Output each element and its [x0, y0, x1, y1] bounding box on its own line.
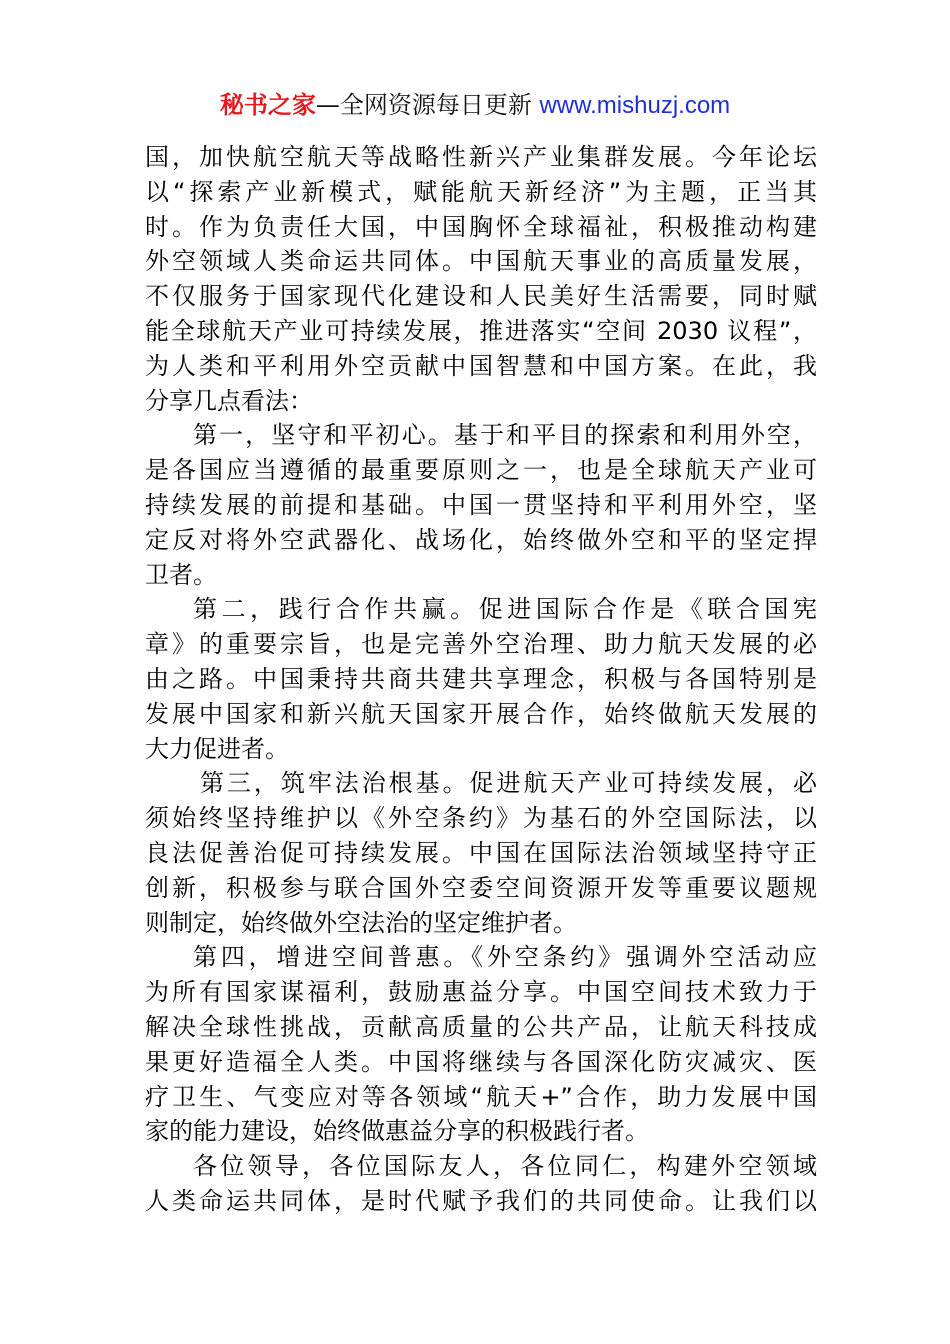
text-line: 创新，积极参与联合国外空委空间资源开发等重要议题规 [145, 873, 817, 902]
text-line: 为人类和平利用外空贡献中国智慧和中国方案。在此，我 [145, 351, 817, 380]
text-line: 国，加快航空航天等战略性新兴产业集群发展。今年论坛 [145, 143, 817, 171]
text-line: 第二，践行合作共赢。促进国际合作是《联合国宪 [193, 595, 817, 624]
text-line: 为所有国家谋福利，鼓励惠益分享。中国空间技术致力于 [145, 978, 817, 1007]
text-line: 解决全球性挑战，贡献高质量的公共产品，让航天科技成 [145, 1012, 817, 1041]
text-line: 第四，增进空间普惠。《外空条约》强调外空活动应 [193, 943, 817, 972]
text-line: 家的能力建设，始终做惠益分享的积极践行者。 [145, 1117, 649, 1146]
text-line: 良法促善治促可持续发展。中国在国际法治领域坚持守正 [145, 838, 817, 867]
text-line: 须始终坚持维护以《外空条约》为基石的外空国际法，以 [145, 804, 817, 833]
text-line: 人类命运共同体，是时代赋予我们的共同使命。让我们以 [145, 1186, 817, 1215]
document-body [145, 140, 817, 1219]
text-line: 疗卫生、气变应对等各领域“航天+”合作，助力发展中国 [145, 1082, 817, 1111]
header-url[interactable]: www.mishuzj.com [539, 92, 731, 119]
text-line: 发展中国家和新兴航天国家开展合作，始终做航天发展的 [145, 699, 817, 728]
text-line: 分享几点看法： [145, 386, 313, 415]
text-line: 卫者。 [145, 560, 217, 589]
text-line: 以“探索产业新模式，赋能航天新经济”为主题，正当其 [145, 177, 817, 206]
header-tagline: —全网资源每日更新 [315, 91, 540, 119]
text-line: 则制定，始终做外空法治的坚定维护者。 [145, 908, 577, 937]
header-brand: 秘书之家 [219, 91, 316, 119]
page-header [0, 88, 950, 123]
text-line: 第一，坚守和平初心。基于和平目的探索和利用外空， [193, 421, 817, 450]
text-line: 是各国应当遵循的最重要原则之一，也是全球航天产业可 [145, 456, 817, 485]
text-line: 果更好造福全人类。中国将继续与各国深化防灾减灾、医 [145, 1047, 817, 1076]
text-line: 第三，筑牢法治根基。促进航天产业可持续发展，必 [200, 769, 817, 798]
text-line: 由之路。中国秉持共商共建共享理念，积极与各国特别是 [145, 664, 817, 693]
text-line: 各位领导，各位国际友人，各位同仁，构建外空领域 [193, 1152, 817, 1181]
text-line: 能全球航天产业可持续发展，推进落实“空间 2030 议程”， [145, 316, 817, 345]
text-line: 定反对将外空武器化、战场化，始终做外空和平的坚定捍 [145, 525, 817, 554]
text-line: 不仅服务于国家现代化建设和人民美好生活需要，同时赋 [145, 282, 817, 311]
text-line: 外空领域人类命运共同体。中国航天事业的高质量发展， [145, 247, 817, 276]
text-line: 大力促进者。 [145, 734, 289, 763]
text-line: 持续发展的前提和基础。中国一贯坚持和平利用外空，坚 [145, 490, 817, 519]
text-line: 时。作为负责任大国，中国胸怀全球福祉，积极推动构建 [145, 212, 817, 241]
text-line: 章》的重要宗旨，也是完善外空治理、助力航天发展的必 [145, 630, 817, 659]
